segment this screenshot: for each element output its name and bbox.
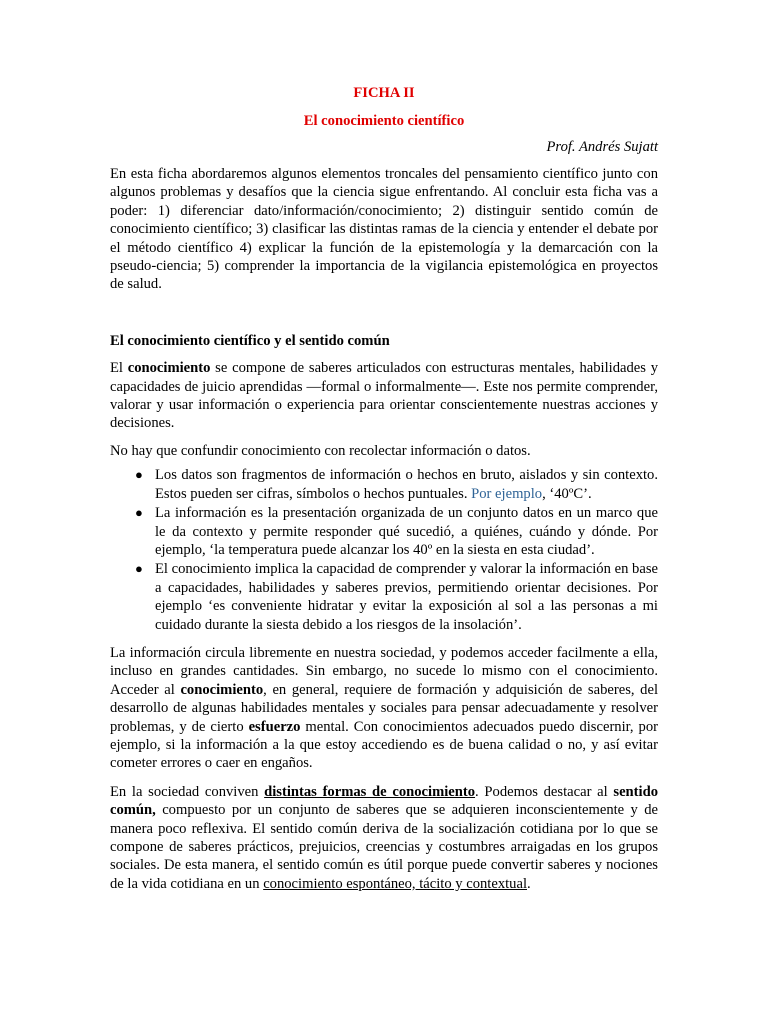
p4-bold-sentido-comun: sentido común,	[110, 783, 658, 819]
p4-c: compuesto por un conjunto de saberes que se adquieren inconscientemente y de manera poco reflexiva. El sentido común deriva de la socialización cotidiana por lo que se compone de saberes prácticos, prejuicios, creencias y costumbres arraigadas en los grupos sociales. De esta manera, el sentido común es útil porque puede convertir saberes y nociones de la vida cotidiana en un	[110, 802, 658, 892]
bullet-dot-icon: ●	[135, 561, 143, 577]
paragraph-informacion	[110, 644, 658, 773]
p4-b: . Podemos destacar al	[475, 783, 614, 800]
bullet-dot-icon: ●	[135, 505, 143, 521]
bullet-1-text-b: , ‘40ºC’.	[542, 485, 592, 502]
page-title: FICHA II	[353, 85, 415, 101]
p1-rest: se compone de saberes articulados con estructuras mentales, habilidades y capacidades de juicio aprendidas —formal o informalmente—. Este nos permite comprender, valorar y usar información o experiencia para orientar conscientemente nuestras acciones y decisiones.	[110, 360, 658, 432]
paragraph-sentido-comun	[110, 783, 658, 893]
bullet-1-text-a: Los datos son fragmentos de información o hechos en bruto, aislados y sin contexto. Estos pueden ser cifras, símbolos o hechos puntuales.	[155, 467, 658, 502]
p4-bold-underline: distintas formas de conocimiento	[264, 783, 476, 800]
intro-paragraph: En esta ficha abordaremos algunos elementos troncales del pensamiento científico junto con algunos problemas y desafíos que la ciencia sigue enfrentando. Al concluir esta ficha vas a poder: 1) diferenciar dato/información/conocimiento; 2) distinguir sentido común de conocimiento científico; 3) clasificar las distintas ramas de la ciencia y entender el debate por el método científico 4) explicar la función de la epistemología y la demarcación con la pseudo-ciencia; 5) comprender la importancia de la vigilancia epistemológica en proyectos de salud.	[110, 166, 658, 293]
page-subtitle: El conocimiento científico	[303, 113, 465, 129]
author-line: Prof. Andrés Sujatt	[546, 139, 658, 155]
example-link[interactable]: Por ejemplo	[471, 485, 543, 502]
p3-b: , en general, requiere de formación y adquisición de saberes, del desarrollo de algunas habilidades mentales y sociales para pensar adecuadamente y resolver problemas, y de cierto	[110, 681, 658, 735]
p4-a: En la sociedad conviven	[110, 783, 265, 800]
p4-underline: conocimiento espontáneo, tácito y contextual	[263, 875, 528, 892]
paragraph-conocimiento	[110, 359, 658, 433]
p3-c: mental. Con conocimientos adecuados puedo discernir, por ejemplo, si la información a la que estoy accediendo es de buena calidad o no, y así evitar cometer errores o caer en engaños.	[110, 718, 658, 772]
bullet-dot-icon: ●	[135, 467, 143, 483]
section-heading: El conocimiento científico y el sentido común	[110, 332, 390, 349]
paragraph-no-confundir: No hay que confundir conocimiento con recolectar información o datos.	[110, 442, 531, 459]
p1-bold-term: conocimiento	[127, 360, 211, 377]
p3-bold-esfuerzo: esfuerzo	[248, 718, 301, 735]
p4-d: .	[527, 875, 531, 892]
list-item	[135, 504, 658, 559]
p3-a: La información circula libremente en nuestra sociedad, y podemos acceder facilmente a ella, incluso en grandes cantidades. Sin embargo, no sucede lo mismo con el conocimiento. Acceder al	[110, 644, 658, 698]
bullet-2-text: La información es la presentación organizada de un conjunto datos en un marco que le da contexto y permite responder qué sucedió, a quiénes, cuándo y dónde. Por ejemplo, ‘la temperatura puede alcanzar los 40º en la siesta en esta ciudad’.	[155, 505, 658, 558]
p1-prefix: El	[110, 360, 128, 377]
list-item	[135, 466, 658, 503]
list-item	[135, 560, 658, 634]
p3-bold-conocimiento: conocimiento	[180, 681, 264, 698]
bullet-3-text: El conocimiento implica la capacidad de comprender y valorar la información en base a capacidades, habilidades y saberes previos, permitiendo orientar decisiones. Por ejemplo ‘es conveniente hidratar y evitar la exposición al sol a las personas a mi cuidado durante la siesta debido a los riesgos de la insolación’.	[155, 561, 658, 633]
document-page	[110, 84, 658, 893]
bullet-list	[110, 466, 658, 634]
